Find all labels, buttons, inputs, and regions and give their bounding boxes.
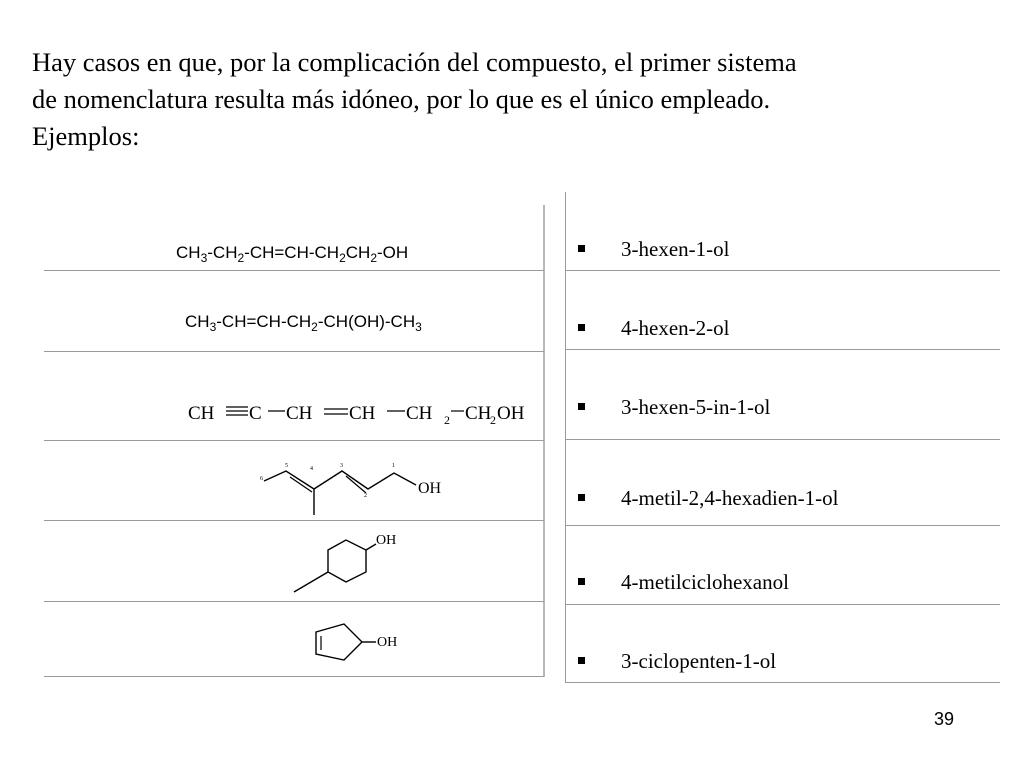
formula-text: C bbox=[249, 403, 262, 424]
cyclopentenol-skeleton bbox=[310, 616, 420, 672]
intro-line-3: Ejemplos: bbox=[32, 121, 140, 151]
name-item-3: 3-hexen-5-in-1-ol bbox=[578, 395, 770, 420]
name-item-6: 3-ciclopenten-1-ol bbox=[578, 649, 776, 674]
left-row-divider bbox=[44, 270, 544, 271]
structure-skeletal-4 bbox=[256, 455, 446, 519]
page-number: 39 bbox=[934, 709, 955, 729]
bullet-icon bbox=[578, 403, 585, 410]
right-row-divider bbox=[565, 439, 1000, 440]
left-column-divider bbox=[543, 205, 545, 677]
bullet-icon bbox=[578, 324, 585, 331]
right-row-divider bbox=[565, 525, 1000, 526]
formula-text: CH bbox=[406, 403, 433, 424]
bullet-icon bbox=[578, 657, 585, 664]
locant: 3 bbox=[340, 463, 343, 469]
locant: 6 bbox=[260, 476, 263, 482]
locant: 5 bbox=[285, 463, 288, 469]
structure-formula-1: $CH_3-CH_2-CH=CH-CH_2CH_2-OH$ bbox=[176, 243, 409, 265]
formula-text: CH bbox=[286, 403, 313, 424]
right-row-divider bbox=[565, 604, 1000, 605]
left-row-divider bbox=[44, 351, 544, 352]
intro-text bbox=[32, 44, 1002, 155]
left-row-divider bbox=[44, 601, 544, 602]
right-column-divider bbox=[565, 192, 566, 682]
formula-subscript: 2 bbox=[490, 413, 496, 427]
name-item-1: 3-hexen-1-ol bbox=[578, 237, 729, 262]
bullet-icon bbox=[578, 245, 585, 252]
formula-text: CH bbox=[465, 403, 492, 424]
locant: 4 bbox=[310, 466, 313, 472]
locant: 1 bbox=[392, 463, 395, 469]
left-row-divider bbox=[44, 676, 544, 677]
name-item-5: 4-metilciclohexanol bbox=[578, 570, 789, 595]
formula-text: CH bbox=[188, 403, 215, 424]
enyne-structure bbox=[188, 397, 528, 429]
bullet-icon bbox=[578, 494, 585, 501]
dienol-skeleton bbox=[256, 455, 446, 519]
formula-text: CH bbox=[349, 403, 376, 424]
right-row-divider bbox=[565, 682, 1000, 683]
bullet-icon bbox=[578, 578, 585, 585]
oh-label: OH bbox=[376, 533, 397, 548]
structure-skeletal-5 bbox=[290, 528, 420, 600]
oh-label: OH bbox=[418, 480, 442, 497]
right-row-divider bbox=[565, 349, 1000, 350]
formula-text: OH bbox=[497, 403, 525, 424]
name-item-2: 4-hexen-2-ol bbox=[578, 316, 729, 341]
left-row-divider bbox=[44, 520, 544, 521]
formula-subscript: 2 bbox=[444, 413, 450, 427]
name-item-4: 4-metil-2,4-hexadien-1-ol bbox=[578, 486, 839, 511]
right-row-divider bbox=[565, 270, 1000, 271]
structure-skeletal-6 bbox=[310, 616, 420, 672]
structure-formula-3 bbox=[188, 397, 528, 429]
structure-formula-2: $CH_3-CH=CH-CH_2-CH(OH)-CH_3$ bbox=[185, 312, 422, 334]
methylcyclohexanol-skeleton bbox=[290, 528, 420, 600]
locant: 2 bbox=[364, 493, 367, 499]
left-row-divider bbox=[44, 440, 544, 441]
oh-label: OH bbox=[377, 635, 398, 650]
intro-line-1: Hay casos en que, por la complicación del compuesto, el primer sistema bbox=[32, 47, 797, 77]
intro-line-2: de nomenclatura resulta más idóneo, por lo que es el único empleado. bbox=[32, 84, 771, 114]
